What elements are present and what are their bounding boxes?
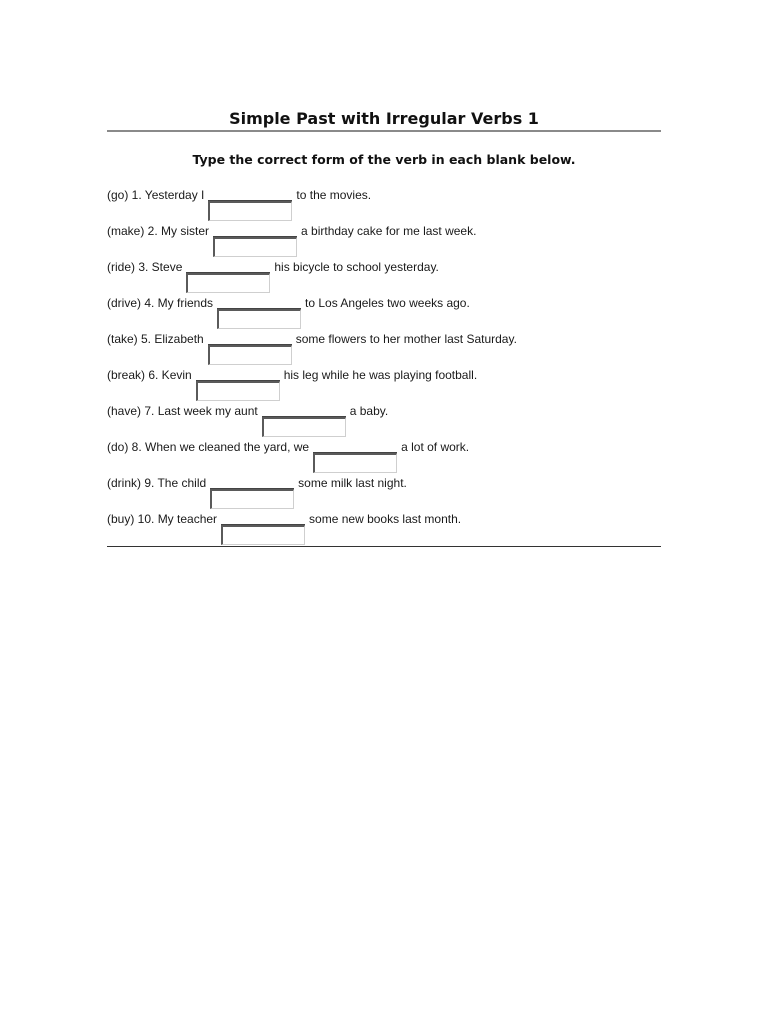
exercise-item-9 bbox=[107, 475, 661, 511]
item-2-blank bbox=[213, 223, 297, 239]
item-1-continuation: to the movies. bbox=[296, 188, 372, 202]
item-9-continuation: some milk last night. bbox=[298, 476, 407, 490]
answer-input-3[interactable] bbox=[186, 273, 270, 293]
item-5-continuation: some flowers to her mother last Saturday. bbox=[295, 332, 517, 346]
item-8-blank bbox=[313, 439, 397, 455]
answer-input-4[interactable] bbox=[217, 309, 301, 329]
answer-input-10[interactable] bbox=[221, 525, 305, 545]
item-10-continuation: some new books last month. bbox=[309, 512, 462, 526]
exercise-item-7 bbox=[107, 403, 661, 439]
item-5-blank bbox=[208, 331, 292, 347]
item-6-continuation: his leg while he was playing football. bbox=[283, 368, 478, 382]
item-6-blank bbox=[196, 367, 280, 383]
item-1-blank bbox=[208, 187, 292, 203]
exercise-item-6 bbox=[107, 367, 661, 403]
answer-input-1[interactable] bbox=[208, 201, 292, 221]
exercise-item-4 bbox=[107, 295, 661, 331]
exercise-item-5 bbox=[107, 331, 661, 367]
worksheet bbox=[107, 108, 661, 547]
exercise-item-2 bbox=[107, 223, 661, 259]
item-8-prompt: (do) 8. When we cleaned the yard, we bbox=[107, 440, 310, 454]
item-9-prompt: (drink) 9. The child bbox=[107, 476, 207, 490]
exercise-item-1 bbox=[107, 187, 661, 223]
item-8-continuation: a lot of work. bbox=[401, 440, 470, 454]
item-10-prompt: (buy) 10. My teacher bbox=[107, 512, 218, 526]
title-divider bbox=[107, 130, 661, 132]
answer-input-9[interactable] bbox=[210, 489, 294, 509]
answer-input-2[interactable] bbox=[213, 237, 297, 257]
worksheet-title: Simple Past with Irregular Verbs 1 bbox=[229, 109, 539, 128]
item-5-prompt: (take) 5. Elizabeth bbox=[107, 332, 204, 346]
answer-input-7[interactable] bbox=[262, 417, 346, 437]
exercise-item-10 bbox=[107, 511, 661, 547]
item-4-continuation: to Los Angeles two weeks ago. bbox=[305, 296, 470, 310]
item-2-prompt: (make) 2. My sister bbox=[107, 224, 210, 238]
item-7-continuation: a baby. bbox=[349, 404, 389, 418]
worksheet-instructions: Type the correct form of the verb in each blank below. bbox=[192, 152, 576, 167]
item-2-continuation: a birthday cake for me last week. bbox=[301, 224, 477, 238]
exercise-list bbox=[107, 187, 661, 547]
item-1-prompt: (go) 1. Yesterday I bbox=[107, 188, 205, 202]
answer-input-6[interactable] bbox=[196, 381, 280, 401]
item-4-prompt: (drive) 4. My friends bbox=[107, 296, 214, 310]
exercise-item-8 bbox=[107, 439, 661, 475]
item-10-blank bbox=[221, 511, 305, 527]
bottom-divider bbox=[107, 546, 661, 547]
exercise-item-3 bbox=[107, 259, 661, 295]
item-3-blank bbox=[186, 259, 270, 275]
item-7-blank bbox=[262, 403, 346, 419]
answer-input-5[interactable] bbox=[208, 345, 292, 365]
item-3-continuation: his bicycle to school yesterday. bbox=[274, 260, 439, 274]
item-4-blank bbox=[217, 295, 301, 311]
item-9-blank bbox=[210, 475, 294, 491]
item-3-prompt: (ride) 3. Steve bbox=[107, 260, 183, 274]
item-7-prompt: (have) 7. Last week my aunt bbox=[107, 404, 258, 418]
item-6-prompt: (break) 6. Kevin bbox=[107, 368, 192, 382]
answer-input-8[interactable] bbox=[313, 453, 397, 473]
